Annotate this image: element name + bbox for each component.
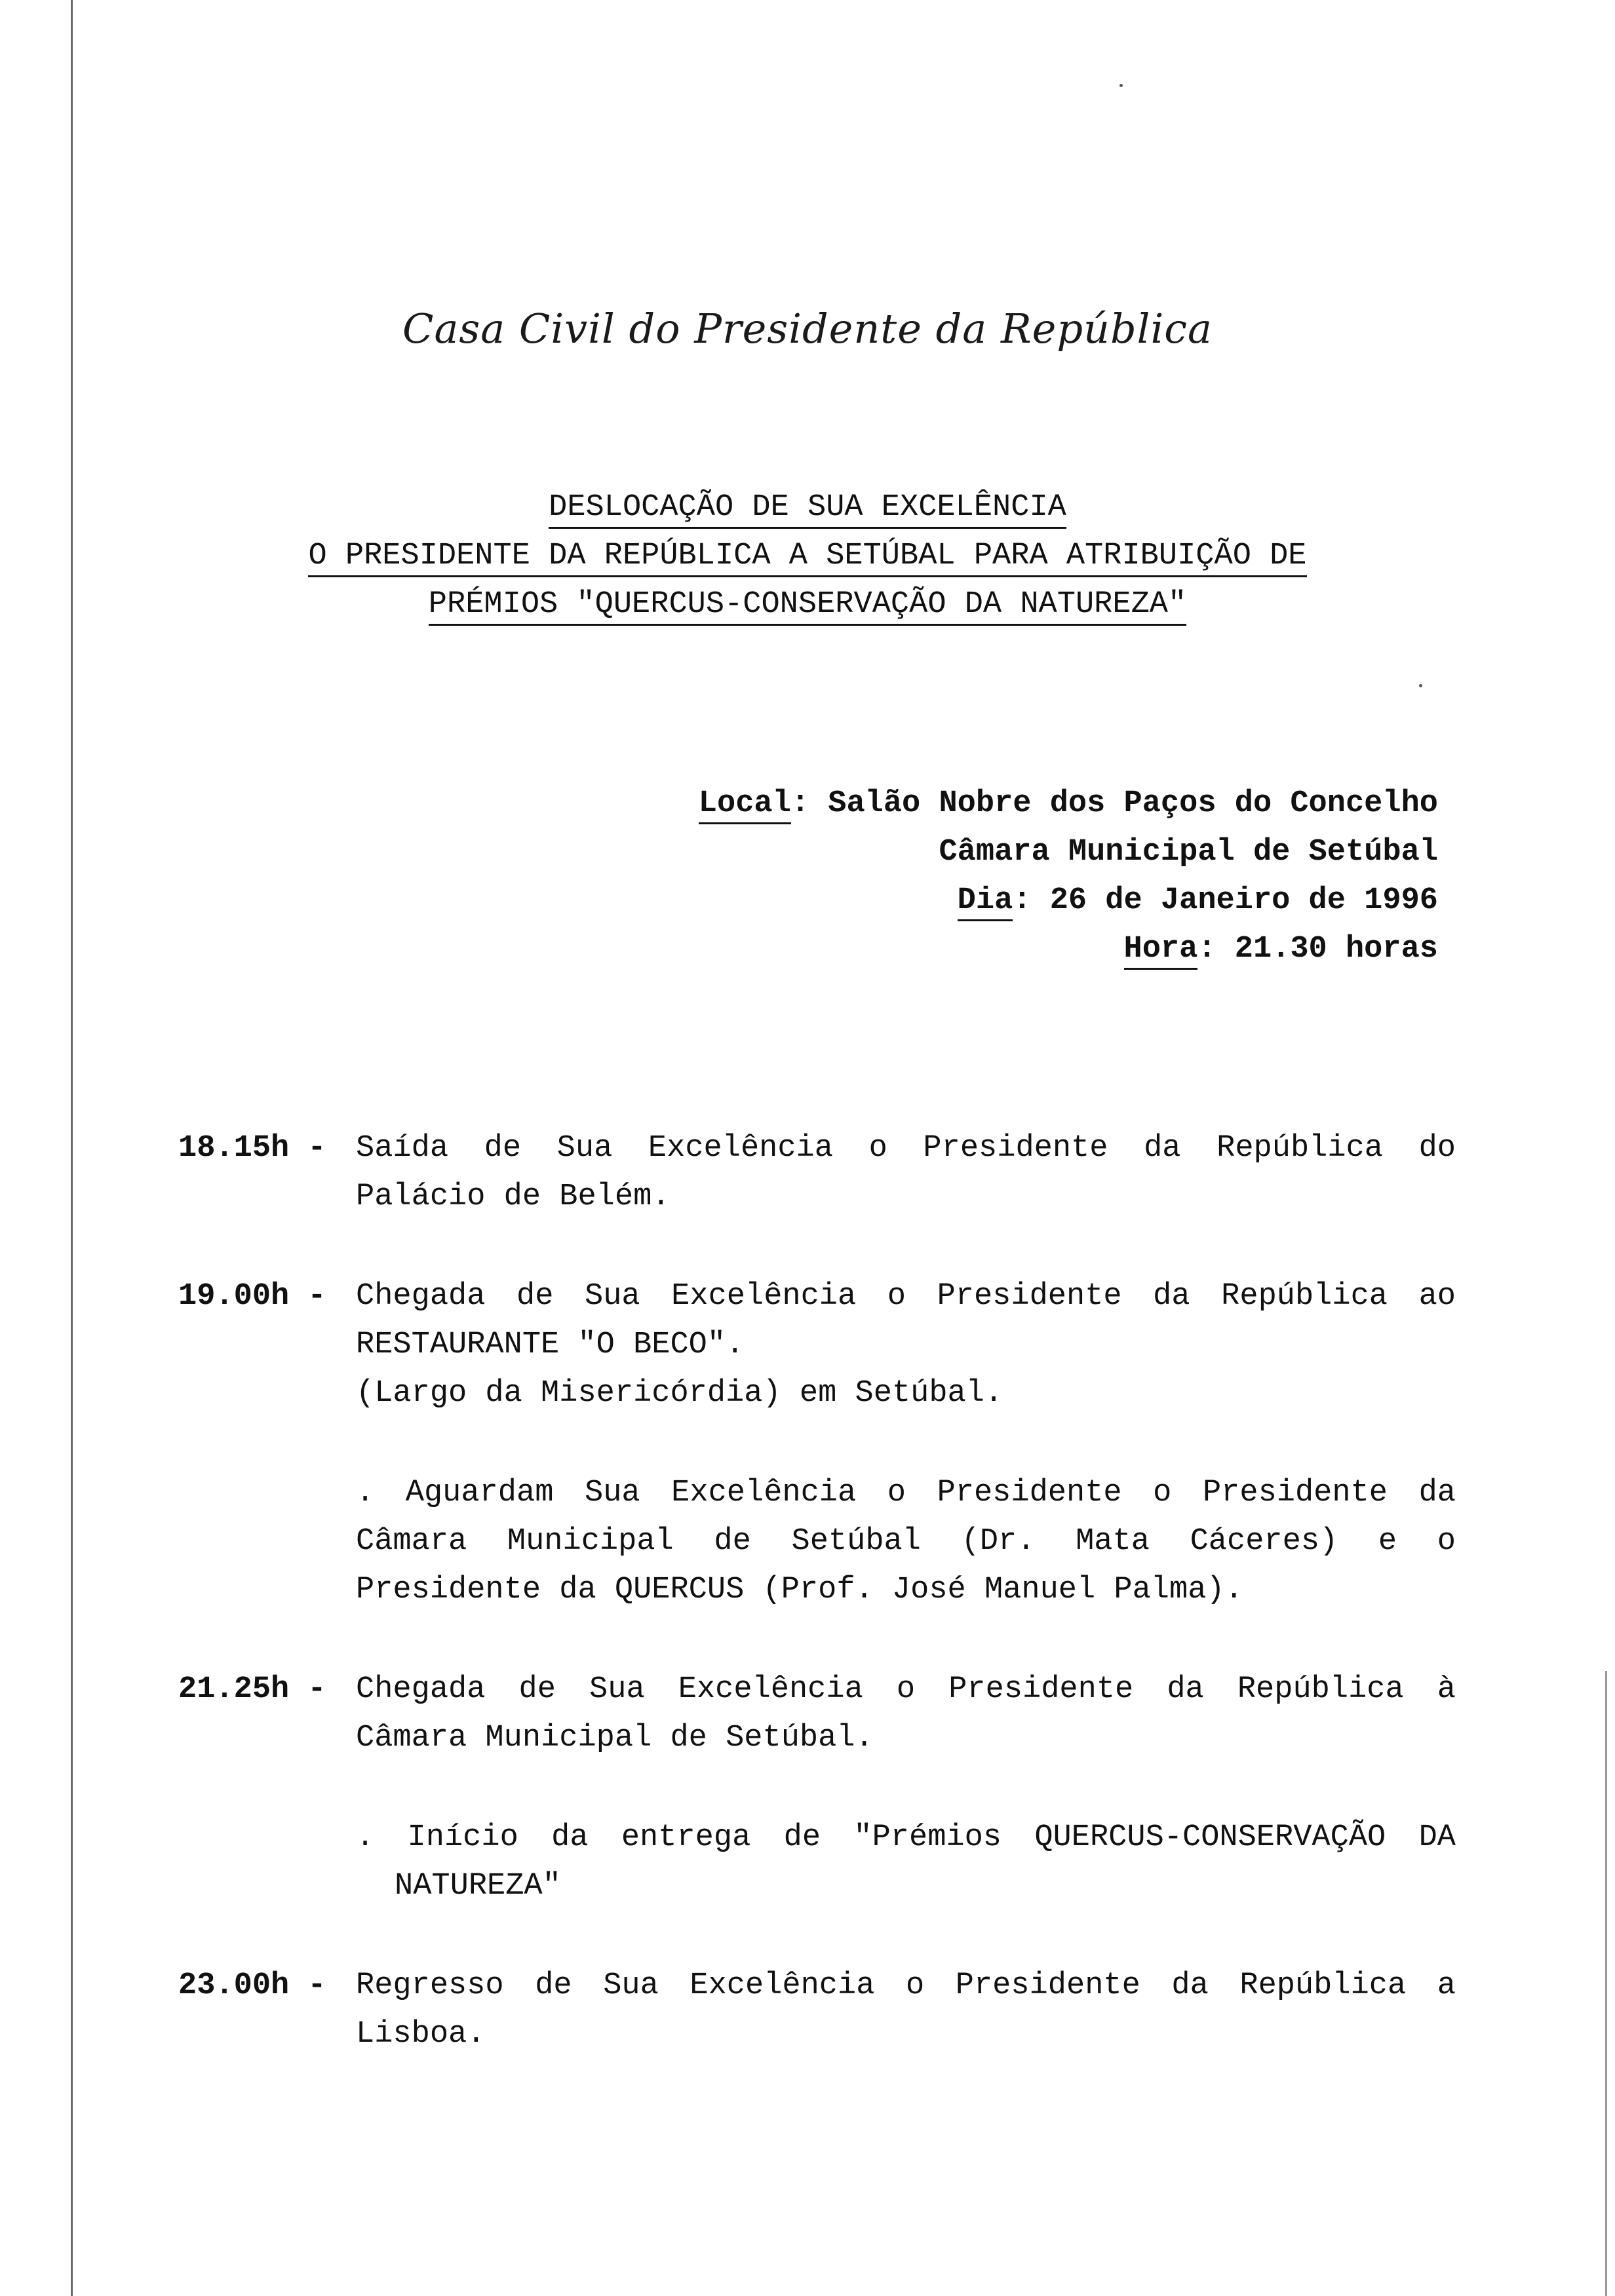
title-line-3-text: PRÉMIOS "QUERCUS-CONSERVAÇÃO DA NATUREZA": [429, 587, 1186, 626]
hora-label: Hora: [1124, 932, 1198, 970]
title-line-1-text: DESLOCAÇÃO DE SUA EXCELÊNCIA: [549, 490, 1066, 529]
schedule-3-line-1: Chegada de Sua Excelência o Presidente da República à: [356, 1672, 1456, 1707]
schedule-2-line-2: RESTAURANTE "O BECO".: [356, 1328, 745, 1362]
schedule-2-note-3: Presidente da QUERCUS (Prof. José Manuel Palma).: [356, 1573, 1243, 1607]
local-value-2: Câmara Municipal de Setúbal: [939, 835, 1438, 870]
scan-speck: [1419, 684, 1422, 687]
meta-dia: [958, 877, 1438, 925]
meta-local: [699, 780, 1438, 828]
title-line-2-text: O PRESIDENTE DA REPÚBLICA A SETÚBAL PARA ATRIBUIÇÃO DE: [308, 539, 1306, 577]
local-value: : Salão Nobre dos Paços do Concelho: [790, 786, 1438, 821]
dia-value: : 26 de Janeiro de 1996: [1013, 883, 1438, 918]
schedule-2-note-1: . Aguardam Sua Excelência o Presidente o Presidente da: [356, 1476, 1456, 1510]
meta-hora: [1124, 925, 1439, 974]
title-line-1: [0, 484, 1615, 532]
schedule-2-line-1: Chegada de Sua Excelência o Presidente da República ao: [356, 1279, 1456, 1314]
meta-local-2: [939, 828, 1438, 877]
schedule-time-2: 19.00h -: [178, 1279, 326, 1314]
title-line-2: [0, 532, 1615, 581]
scan-speck: [1119, 84, 1123, 87]
title-line-3: [0, 581, 1615, 629]
schedule-time-4: 23.00h -: [178, 1968, 326, 2003]
schedule-4-line-2: Lisboa.: [356, 2017, 486, 2052]
letterhead: Casa Civil do Presidente da República: [402, 305, 1213, 353]
dia-label: Dia: [958, 883, 1013, 921]
schedule-1-line-1: Saída de Sua Excelência o Presidente da República do: [356, 1131, 1456, 1166]
schedule-2-note-2: Câmara Municipal de Setúbal (Dr. Mata Cáceres) e o: [356, 1524, 1456, 1559]
scan-edge-right: [1605, 1671, 1607, 2296]
schedule-time-1: 18.15h -: [178, 1131, 326, 1166]
hora-value: : 21.30 horas: [1197, 932, 1438, 966]
schedule-4-line-1: Regresso de Sua Excelência o Presidente da República a: [356, 1968, 1456, 2003]
local-label: Local: [699, 786, 791, 824]
schedule-3-note-1: . Início da entrega de "Prémios QUERCUS-CONSERVAÇÃO DA: [356, 1820, 1456, 1855]
schedule-time-3: 21.25h -: [178, 1672, 326, 1707]
schedule-2-line-3: (Largo da Misericórdia) em Setúbal.: [356, 1376, 1003, 1411]
schedule-3-line-2: Câmara Municipal de Setúbal.: [356, 1721, 874, 1755]
schedule-1-line-2: Palácio de Belém.: [356, 1179, 671, 1214]
schedule-3-note-2: NATUREZA": [395, 1869, 561, 1904]
